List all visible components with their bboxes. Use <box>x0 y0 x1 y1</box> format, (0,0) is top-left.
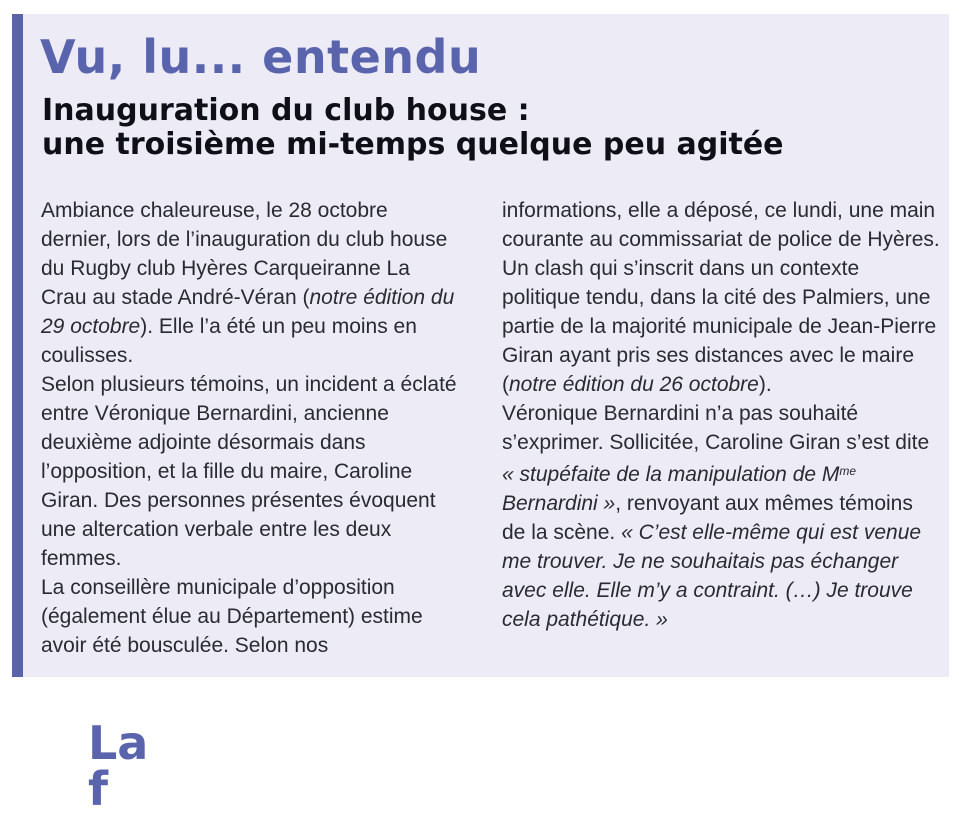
accent-bar <box>12 14 23 677</box>
paragraph: Véronique Bernardini n’a pas souhaité s’exprimer. Sollicitée, Caroline Giran s’est dite « stupéfaite de la manipulation de $M^{me}$ Bernardini », renvoyant aux mêmes témoins de la scène. « C’est elle-même qui est venue me trouver. Je ne souhaitais pas échanger avec elle. Elle m’y a contraint. (…) Je trouve cela pathétique. » <box>502 402 930 631</box>
rubric-title: Vu, lu... entendu <box>40 30 482 84</box>
left-column <box>41 196 461 660</box>
headline-line-1: Inauguration du club house : <box>42 93 530 128</box>
paragraph: La conseillère municipale d’opposition (également élue au Département) estime avoir été bousculée. Selon nos <box>41 576 423 657</box>
quote: « stupéfaite de la manipulation de $M^{me}$ Bernardini » <box>502 463 857 515</box>
next-article-heading: La f <box>88 716 149 816</box>
right-column <box>502 196 942 634</box>
quote: « C’est elle-même qui est venue me trouver. Je ne souhaitais pas échanger avec elle. Elle m’y a contraint. (…) Je trouve cela pathétique. » <box>502 521 922 631</box>
paragraph: Ambiance chaleureuse, le 28 octobre dernier, lors de l’inauguration du club house du Rugby club Hyères Carqueiranne La Crau au stade André-Véran (notre édition du 29 octobre). Elle l’a été un peu moins en coulisses. <box>41 199 455 367</box>
headline-line-2: une troisième mi-temps quelque peu agitée <box>42 127 784 162</box>
headline <box>42 94 784 162</box>
article-panel <box>12 14 949 677</box>
paragraph: Selon plusieurs témoins, un incident a éclaté entre Véronique Bernardini, ancienne deuxième adjointe désormais dans l’opposition, et la fille du maire, Caroline Giran. Des personnes présentes évoquent une altercation verbale entre les deux femmes. <box>41 373 457 570</box>
paragraph: informations, elle a déposé, ce lundi, une main courante au commissariat de police de Hyères. <box>502 199 940 251</box>
paragraph: Un clash qui s’inscrit dans un contexte politique tendu, dans la cité des Palmiers, une partie de la majorité municipale de Jean-Pierre Giran ayant pris ses distances avec le maire (notre édition du 26 octobre). <box>502 257 937 396</box>
